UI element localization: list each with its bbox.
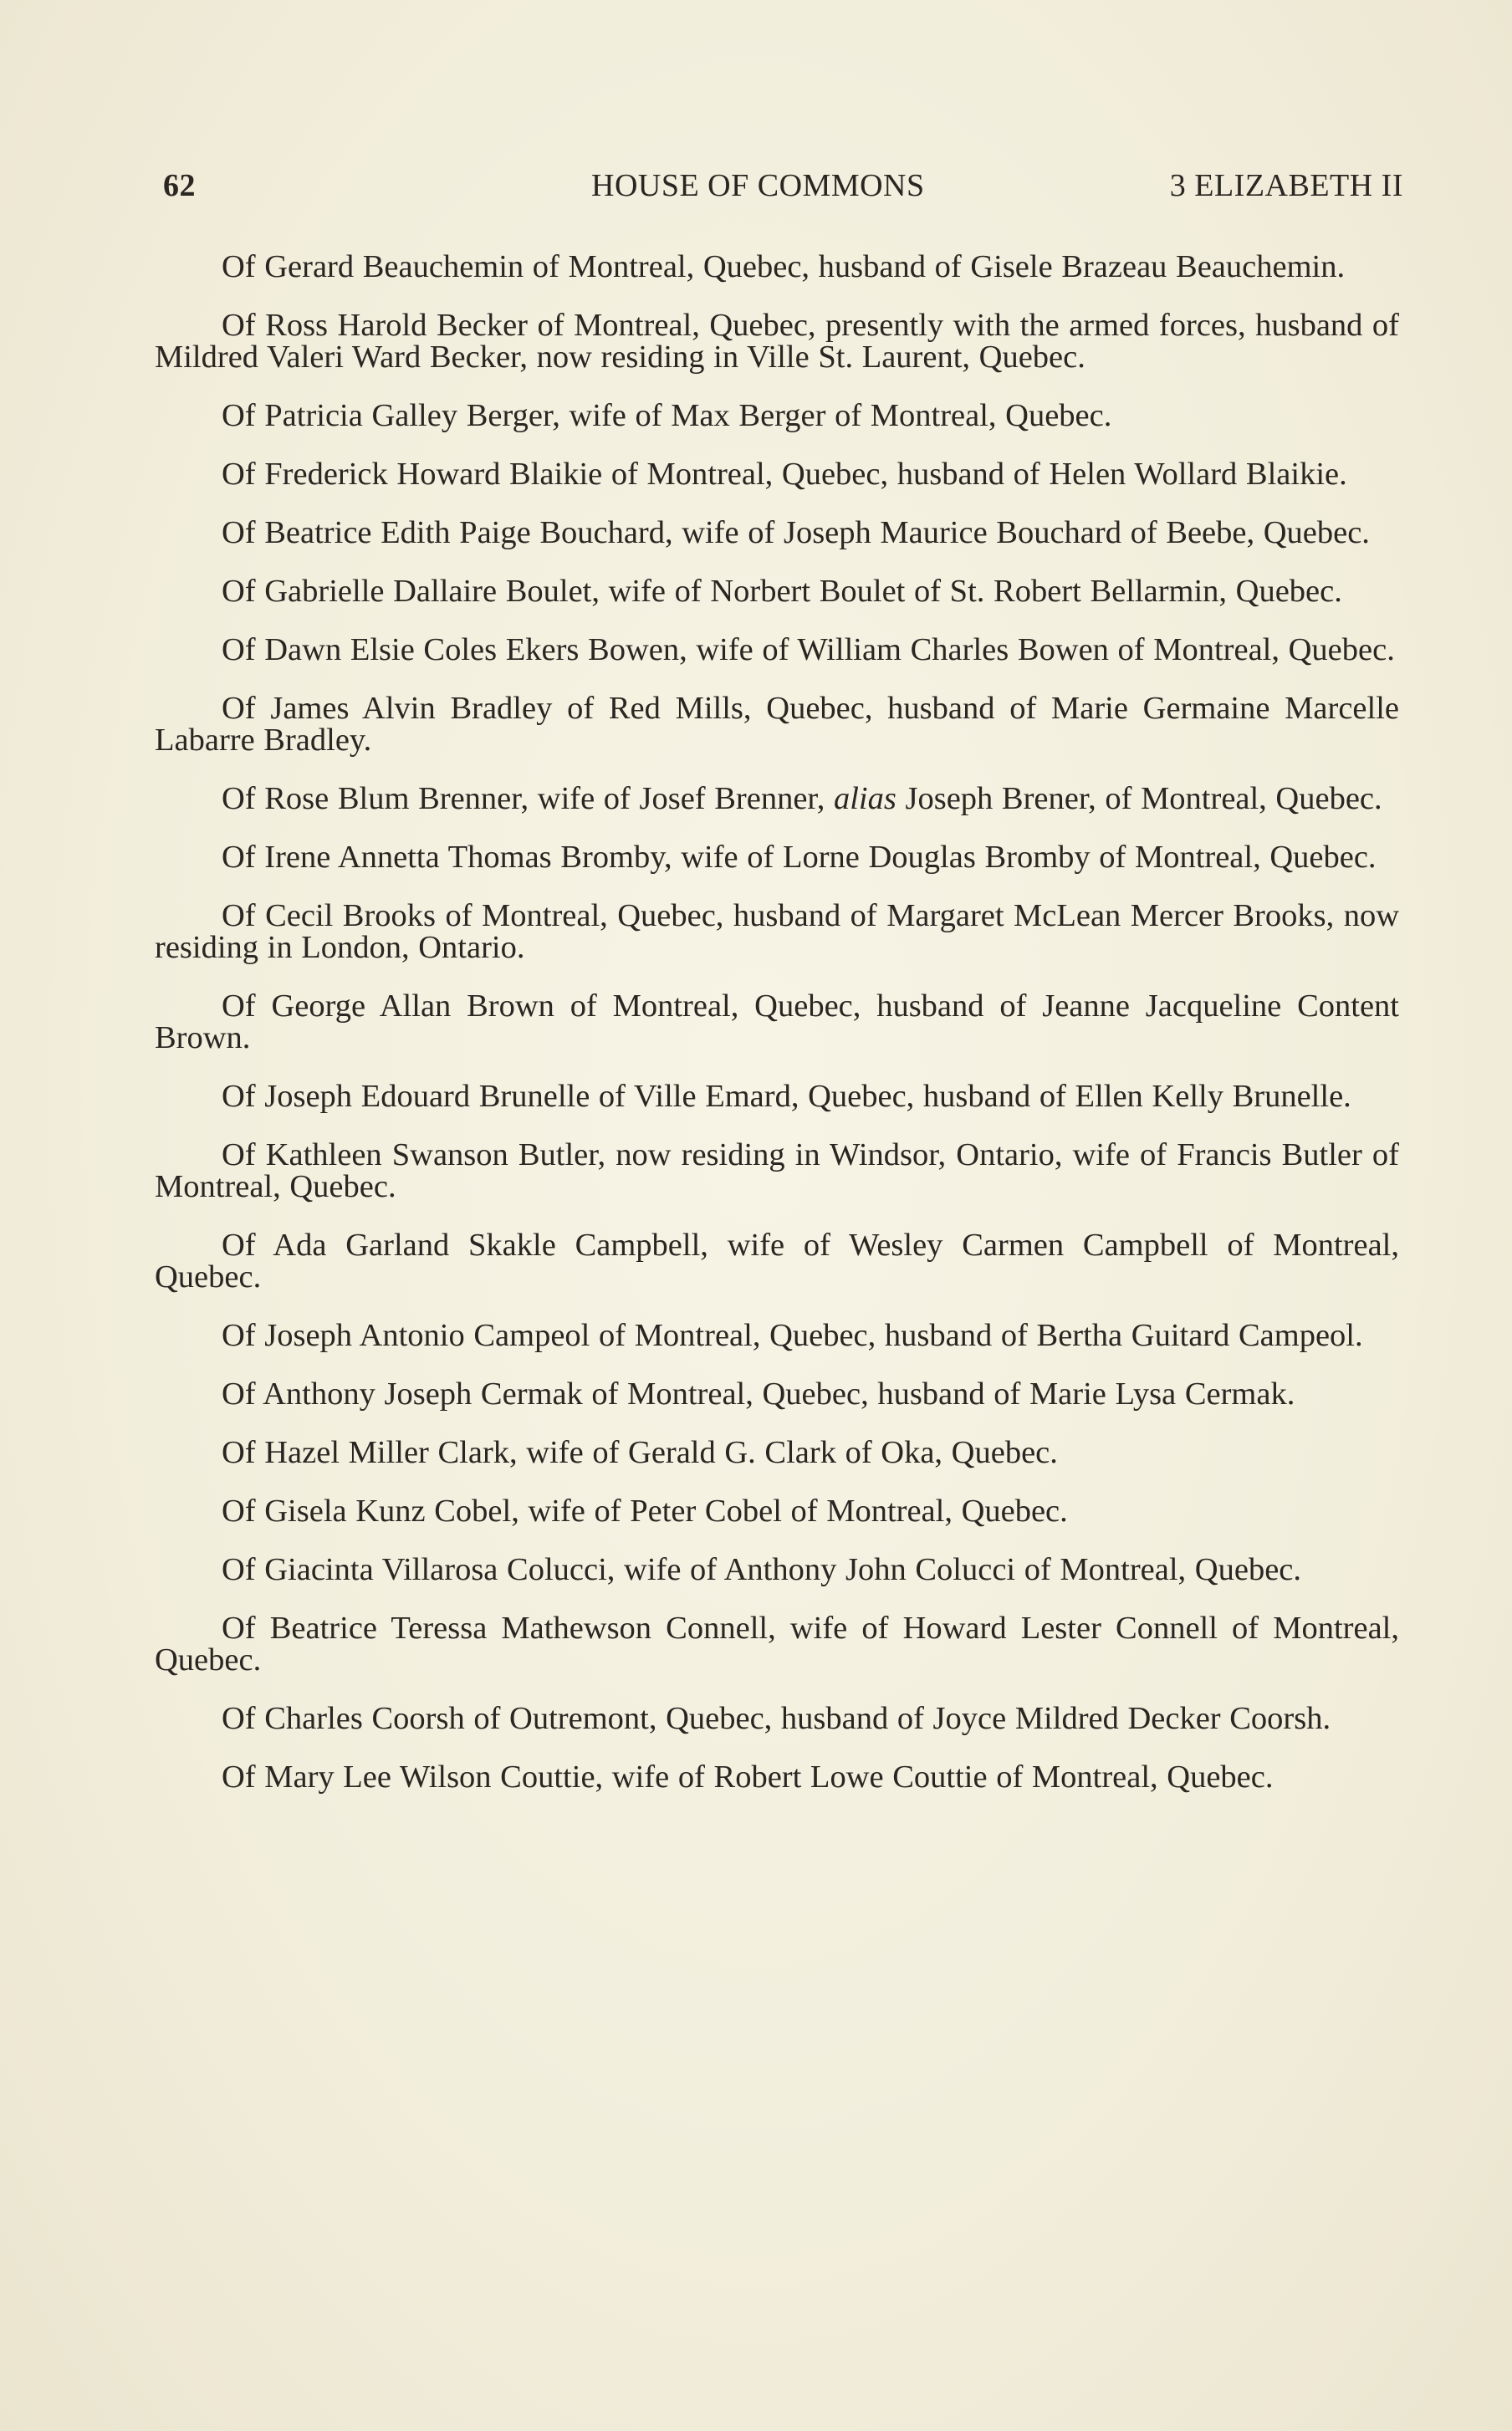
- entry: Of Joseph Antonio Campeol of Montreal, Quebec, husband of Bertha Guitard Campeol.: [222, 1318, 1363, 1353]
- page-number: 62: [163, 168, 196, 203]
- entry: Of George Allan Brown of Montreal, Quebec, husband of Jeanne Jacqueline Content Brown.: [155, 988, 1399, 1055]
- entry: Of Irene Annetta Thomas Bromby, wife of Lorne Douglas Bromby of Montreal, Quebec.: [222, 840, 1377, 875]
- entry: Of Gerard Beauchemin of Montreal, Quebec, husband of Gisele Brazeau Beauchemin.: [222, 249, 1346, 284]
- entry: Of Gisela Kunz Cobel, wife of Peter Cobel of Montreal, Quebec.: [222, 1494, 1068, 1529]
- entry: Of Charles Coorsh of Outremont, Quebec, husband of Joyce Mildred Decker Coorsh.: [222, 1701, 1331, 1736]
- entry: [155, 783, 1399, 815]
- running-title: HOUSE OF COMMONS: [591, 168, 925, 203]
- entry: Of Cecil Brooks of Montreal, Quebec, husband of Margaret McLean Mercer Brooks, now residing in London, Ontario.: [155, 898, 1399, 965]
- entry: Of Frederick Howard Blaikie of Montreal, Quebec, husband of Helen Wollard Blaikie.: [222, 457, 1347, 492]
- entry: Of Ada Garland Skakle Campbell, wife of Wesley Carmen Campbell of Montreal, Quebec.: [155, 1228, 1399, 1295]
- entry: Of Anthony Joseph Cermak of Montreal, Quebec, husband of Marie Lysa Cermak.: [222, 1376, 1295, 1412]
- entry: Of Beatrice Teressa Mathewson Connell, wife of Howard Lester Connell of Montreal, Quebec.: [155, 1611, 1399, 1678]
- entry: Of Ross Harold Becker of Montreal, Quebec, presently with the armed forces, husband of Mildred Valeri Ward Becker, now residing in Ville St. Laurent, Quebec.: [155, 308, 1399, 375]
- entry: Of James Alvin Bradley of Red Mills, Quebec, husband of Marie Germaine Marcelle Labarre Bradley.: [155, 691, 1399, 758]
- regnal-year: 3 ELIZABETH II: [1169, 168, 1403, 203]
- entry-text: Of Rose Blum Brenner, wife of Josef Brenner,: [222, 781, 834, 816]
- entry: Of Kathleen Swanson Butler, now residing in Windsor, Ontario, wife of Francis Butler of Montreal, Quebec.: [155, 1137, 1399, 1204]
- entry: Of Gabrielle Dallaire Boulet, wife of Norbert Boulet of St. Robert Bellarmin, Quebec.: [222, 574, 1342, 609]
- entry: Of Patricia Galley Berger, wife of Max Berger of Montreal, Quebec.: [222, 398, 1112, 433]
- entry: Of Joseph Edouard Brunelle of Ville Emard, Quebec, husband of Ellen Kelly Brunelle.: [222, 1079, 1351, 1114]
- page-header: [163, 167, 1403, 214]
- entry: Of Giacinta Villarosa Colucci, wife of Anthony John Colucci of Montreal, Quebec.: [222, 1552, 1301, 1587]
- entry: Of Beatrice Edith Paige Bouchard, wife of Joseph Maurice Bouchard of Beebe, Quebec.: [222, 515, 1370, 550]
- entry-text: Joseph Brener, of Montreal, Quebec.: [896, 781, 1382, 816]
- entry: Of Mary Lee Wilson Couttie, wife of Robert Lowe Couttie of Montreal, Quebec.: [222, 1759, 1274, 1795]
- entry: Of Dawn Elsie Coles Ekers Bowen, wife of William Charles Bowen of Montreal, Quebec.: [222, 632, 1395, 667]
- petition-entries: [155, 251, 1399, 1820]
- entry: Of Hazel Miller Clark, wife of Gerald G. Clark of Oka, Quebec.: [222, 1435, 1058, 1470]
- entry-italic-text: alias: [833, 781, 896, 816]
